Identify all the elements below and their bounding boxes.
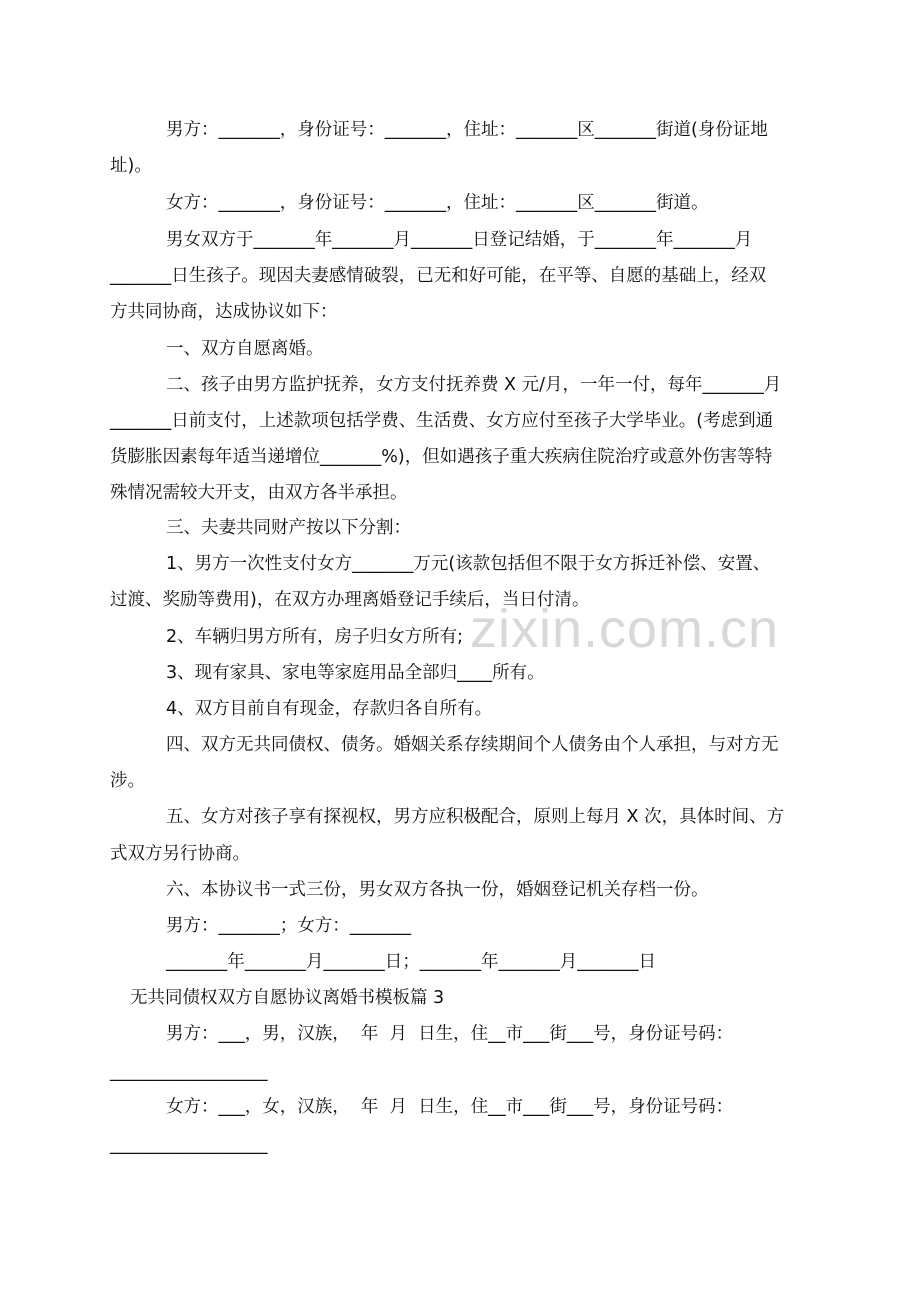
- text-line: 方共同协商，达成协议如下：: [110, 302, 338, 322]
- text-line: 男女双方于_______年_______月_______日登记结婚，于_______年_______月: [166, 230, 753, 250]
- text-line: 六、本协议书一式三份，男女双方各执一份，婚姻登记机关存档一份。: [166, 880, 709, 900]
- text-line: 址)。: [110, 156, 152, 176]
- text-line: 4、双方目前自有现金，存款归各自所有。: [166, 699, 493, 719]
- text-line: 三、夫妻共同财产按以下分割：: [166, 518, 411, 538]
- text-line: 货膨胀因素每年适当递增位_______%)，但如遇孩子重大疾病住院治疗或意外伤害等特: [110, 447, 773, 467]
- text-line: 女方：_______，身份证号：_______，住址：_______区_______街道。: [166, 193, 709, 213]
- text-line: 3、现有家具、家电等家庭用品全部归____所有。: [166, 663, 545, 683]
- text-line: 五、女方对孩子享有探视权，男方应积极配合，原则上每月 X 次，具体时间、方: [166, 807, 785, 827]
- text-line: 女方：___，女，汉族， 年 月 日生，住__市___街___号，身份证号码：: [166, 1097, 734, 1117]
- text-line: 1、男方一次性支付女方_______万元(该款包括但不限于女方拆迁补偿、安置、: [166, 554, 771, 574]
- text-line: 一、双方自愿离婚。: [166, 339, 324, 359]
- text-line: _______日前支付，上述款项包括学费、生活费、女方应付至孩子大学毕业。(考虑到通: [110, 411, 774, 431]
- text-line: 2、车辆归男方所有，房子归女方所有;: [166, 627, 464, 647]
- text-line: _______日生孩子。现因夫妻感情破裂，已无和好可能，在平等、自愿的基础上，经双: [110, 266, 767, 286]
- text-line: 涉。: [110, 771, 145, 791]
- text-line: 式双方另行协商。: [110, 844, 250, 864]
- text-line: 男方：_______；女方：_______: [166, 916, 411, 936]
- text-line: __________________: [110, 1062, 268, 1082]
- watermark: zixin.com.cn: [470, 599, 780, 659]
- text-line: 二、孩子由男方监护抚养，女方支付抚养费 X 元/月，一年一付，每年_______月: [166, 375, 782, 395]
- text-line: 四、双方无共同债权、债务。婚姻关系存续期间个人债务由个人承担，与对方无: [166, 735, 779, 755]
- text-line: 殊情况需较大开支，由双方各半承担。: [110, 483, 408, 503]
- text-line: 过渡、奖励等费用)，在双方办理离婚登记手续后，当日付清。: [110, 590, 590, 610]
- text-line: 男方：_______，身份证号：_______，住址：_______区_______街道(身份证地: [166, 120, 768, 140]
- text-line: _______年_______月_______日；_______年_______月_______日: [166, 952, 656, 972]
- text-line: __________________: [110, 1135, 268, 1155]
- section-heading: 无共同债权双方自愿协议离婚书模板篇 3: [130, 988, 445, 1008]
- text-line: 男方：___，男，汉族， 年 月 日生，住__市___街___号，身份证号码：: [166, 1024, 734, 1044]
